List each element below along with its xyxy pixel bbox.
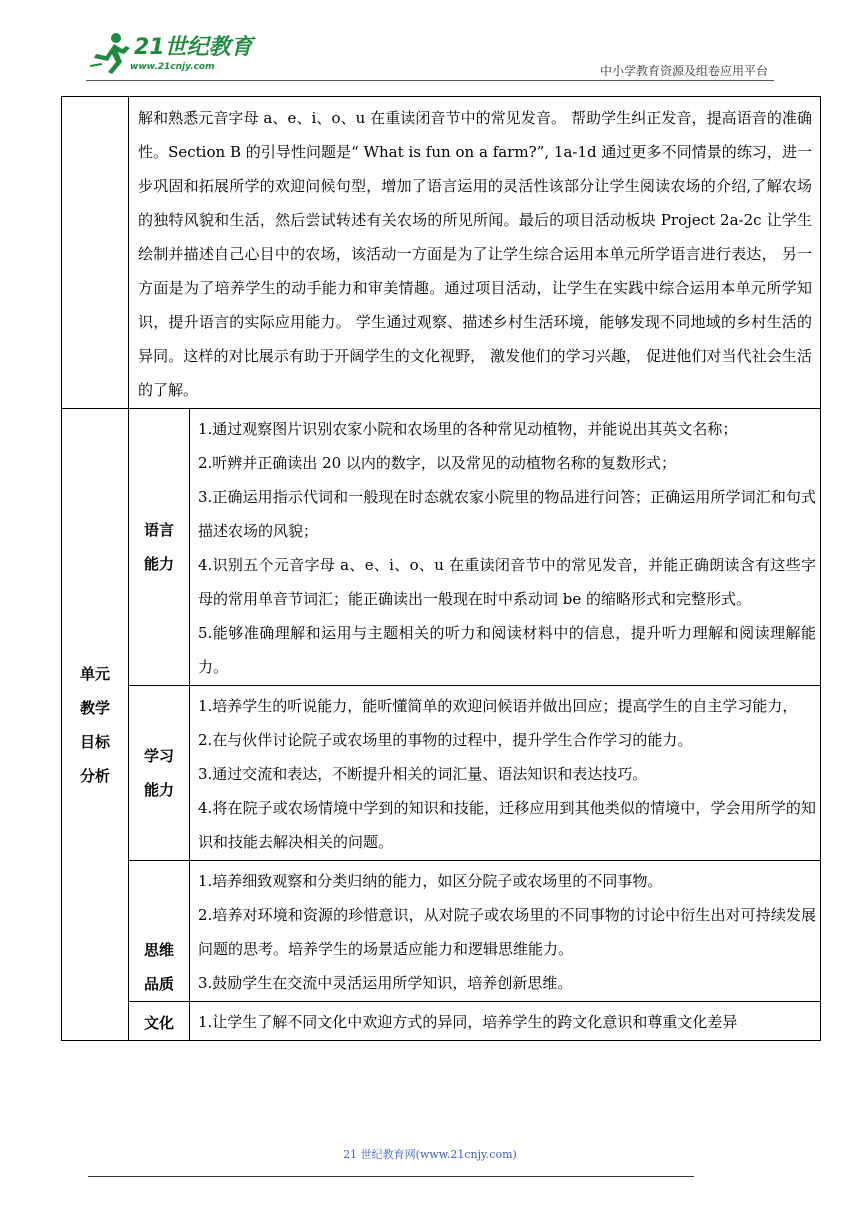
list-item: 1.通过观察图片识别农家小院和农场里的各种常见动植物，并能说出其英文名称； bbox=[198, 420, 738, 438]
runner-icon bbox=[86, 30, 134, 78]
learning-row bbox=[62, 686, 821, 861]
section-label-line: 分析 bbox=[79, 766, 110, 785]
language-items bbox=[190, 409, 821, 686]
thinking-label-line: 品质 bbox=[143, 975, 174, 993]
language-label bbox=[129, 409, 190, 686]
page-header bbox=[0, 0, 860, 82]
section-label-line: 目标 bbox=[79, 732, 110, 751]
culture-row bbox=[62, 1002, 821, 1041]
intro-paragraph: 解和熟悉元音字母 a、e、i、o、u 在重读闭音节中的常见发音。 帮助学生纠正发音，提高语音的准确性。Section B 的引导性问题是“ What is fun on a farm?”, 1a-1d 通过更多不同情景的练习，进一步巩固和拓展所学的欢迎问候句型，增加了语言运用的灵活性该部分让学生阅读农场的介绍,了解农场的独特风貌和生活，然后尝试转述有关农场的所见所闻。最后的项目活动板块 Project 2a-2c 让学生绘制并描述自己心目中的农场，该活动一方面是为了让学生综合运用本单元所学语言进行表达， 另一方面是为了培养学生的动手能力和审美情趣。通过项目活动，让学生在实践中综合运用本单元所学知识，提升语言的实际应用能力。 学生通过观察、描述乡村生活环境，能够发现不同地域的乡村生活的异同。这样的对比展示有助于开阔学生的文化视野， 激发他们的学习兴趣， 促进他们对当代社会生活的了解。 bbox=[138, 109, 813, 399]
logo-url: www.21cnjy.com bbox=[130, 62, 215, 72]
list-item: 4.识别五个元音字母 a、e、i、o、u 在重读闭音节中的常见发音，并能正确朗读含有这些字母的常用单音节词汇；能正确读出一般现在时中系动词 be 的缩略形式和完整形式。 bbox=[198, 556, 817, 608]
objectives-table bbox=[61, 96, 821, 1041]
culture-items bbox=[190, 1002, 821, 1041]
site-logo[interactable] bbox=[86, 30, 256, 78]
list-item: 3.通过交流和表达，不断提升相关的词汇量、语法知识和表达技巧。 bbox=[198, 765, 648, 783]
list-item: 1.培养学生的听说能力，能听懂简单的欢迎问候语并做出回应；提高学生的自主学习能力， bbox=[198, 697, 798, 715]
list-item: 5.能够准确理解和运用与主题相关的听力和阅读材料中的信息，提升听力理解和阅读理解能力。 bbox=[198, 624, 817, 676]
logo-text: 21世纪教育 bbox=[134, 35, 253, 60]
learning-label-line: 学习 bbox=[143, 747, 174, 765]
thinking-label-line: 思维 bbox=[143, 941, 174, 959]
thinking-items bbox=[190, 861, 821, 1002]
learning-label-line: 能力 bbox=[143, 781, 174, 799]
language-label-line: 语言 bbox=[143, 521, 174, 539]
footer-divider bbox=[88, 1176, 694, 1177]
intro-row bbox=[62, 97, 821, 409]
language-row bbox=[62, 409, 821, 686]
list-item: 4.将在院子或农场情境中学到的知识和技能，迁移应用到其他类似的情境中，学会用所学的知识和技能去解决相关的问题。 bbox=[198, 799, 817, 851]
footer-link[interactable]: 21 世纪教育网(www.21cnjy.com) bbox=[343, 1148, 517, 1161]
list-item: 1.培养细致观察和分类归纳的能力，如区分院子或农场里的不同事物。 bbox=[198, 872, 663, 890]
section-label bbox=[62, 409, 129, 1041]
thinking-row bbox=[62, 861, 821, 1002]
section-label-line: 教学 bbox=[79, 698, 110, 717]
culture-label bbox=[129, 1002, 190, 1041]
learning-label bbox=[129, 686, 190, 861]
intro-cell bbox=[129, 97, 821, 409]
thinking-label bbox=[129, 861, 190, 1002]
learning-items bbox=[190, 686, 821, 861]
section-label-line: 单元 bbox=[79, 664, 110, 683]
list-item: 1.让学生了解不同文化中欢迎方式的异同，培养学生的跨文化意识和尊重文化差异 bbox=[198, 1013, 738, 1031]
list-item: 3.鼓励学生在交流中灵活运用所学知识，培养创新思维。 bbox=[198, 974, 573, 992]
language-label-line: 能力 bbox=[143, 555, 174, 573]
header-divider bbox=[86, 80, 774, 81]
culture-label-line: 文化 bbox=[143, 1014, 174, 1032]
list-item: 2.在与伙伴讨论院子或农场里的事物的过程中，提升学生合作学习的能力。 bbox=[198, 731, 693, 749]
list-item: 3.正确运用指示代词和一般现在时态就农家小院里的物品进行问答；正确运用所学词汇和句式描述农场的风貌； bbox=[198, 488, 817, 540]
list-item: 2.培养对环境和资源的珍惜意识，从对院子或农场里的不同事物的讨论中衍生出对可持续发展问题的思考。培养学生的场景适应能力和逻辑思维能力。 bbox=[198, 906, 817, 958]
intro-empty-cell bbox=[62, 97, 129, 409]
list-item: 2.听辨并正确读出 20 以内的数字，以及常见的动植物名称的复数形式； bbox=[198, 454, 676, 472]
platform-name: 中小学教育资源及组卷应用平台 bbox=[599, 64, 768, 78]
